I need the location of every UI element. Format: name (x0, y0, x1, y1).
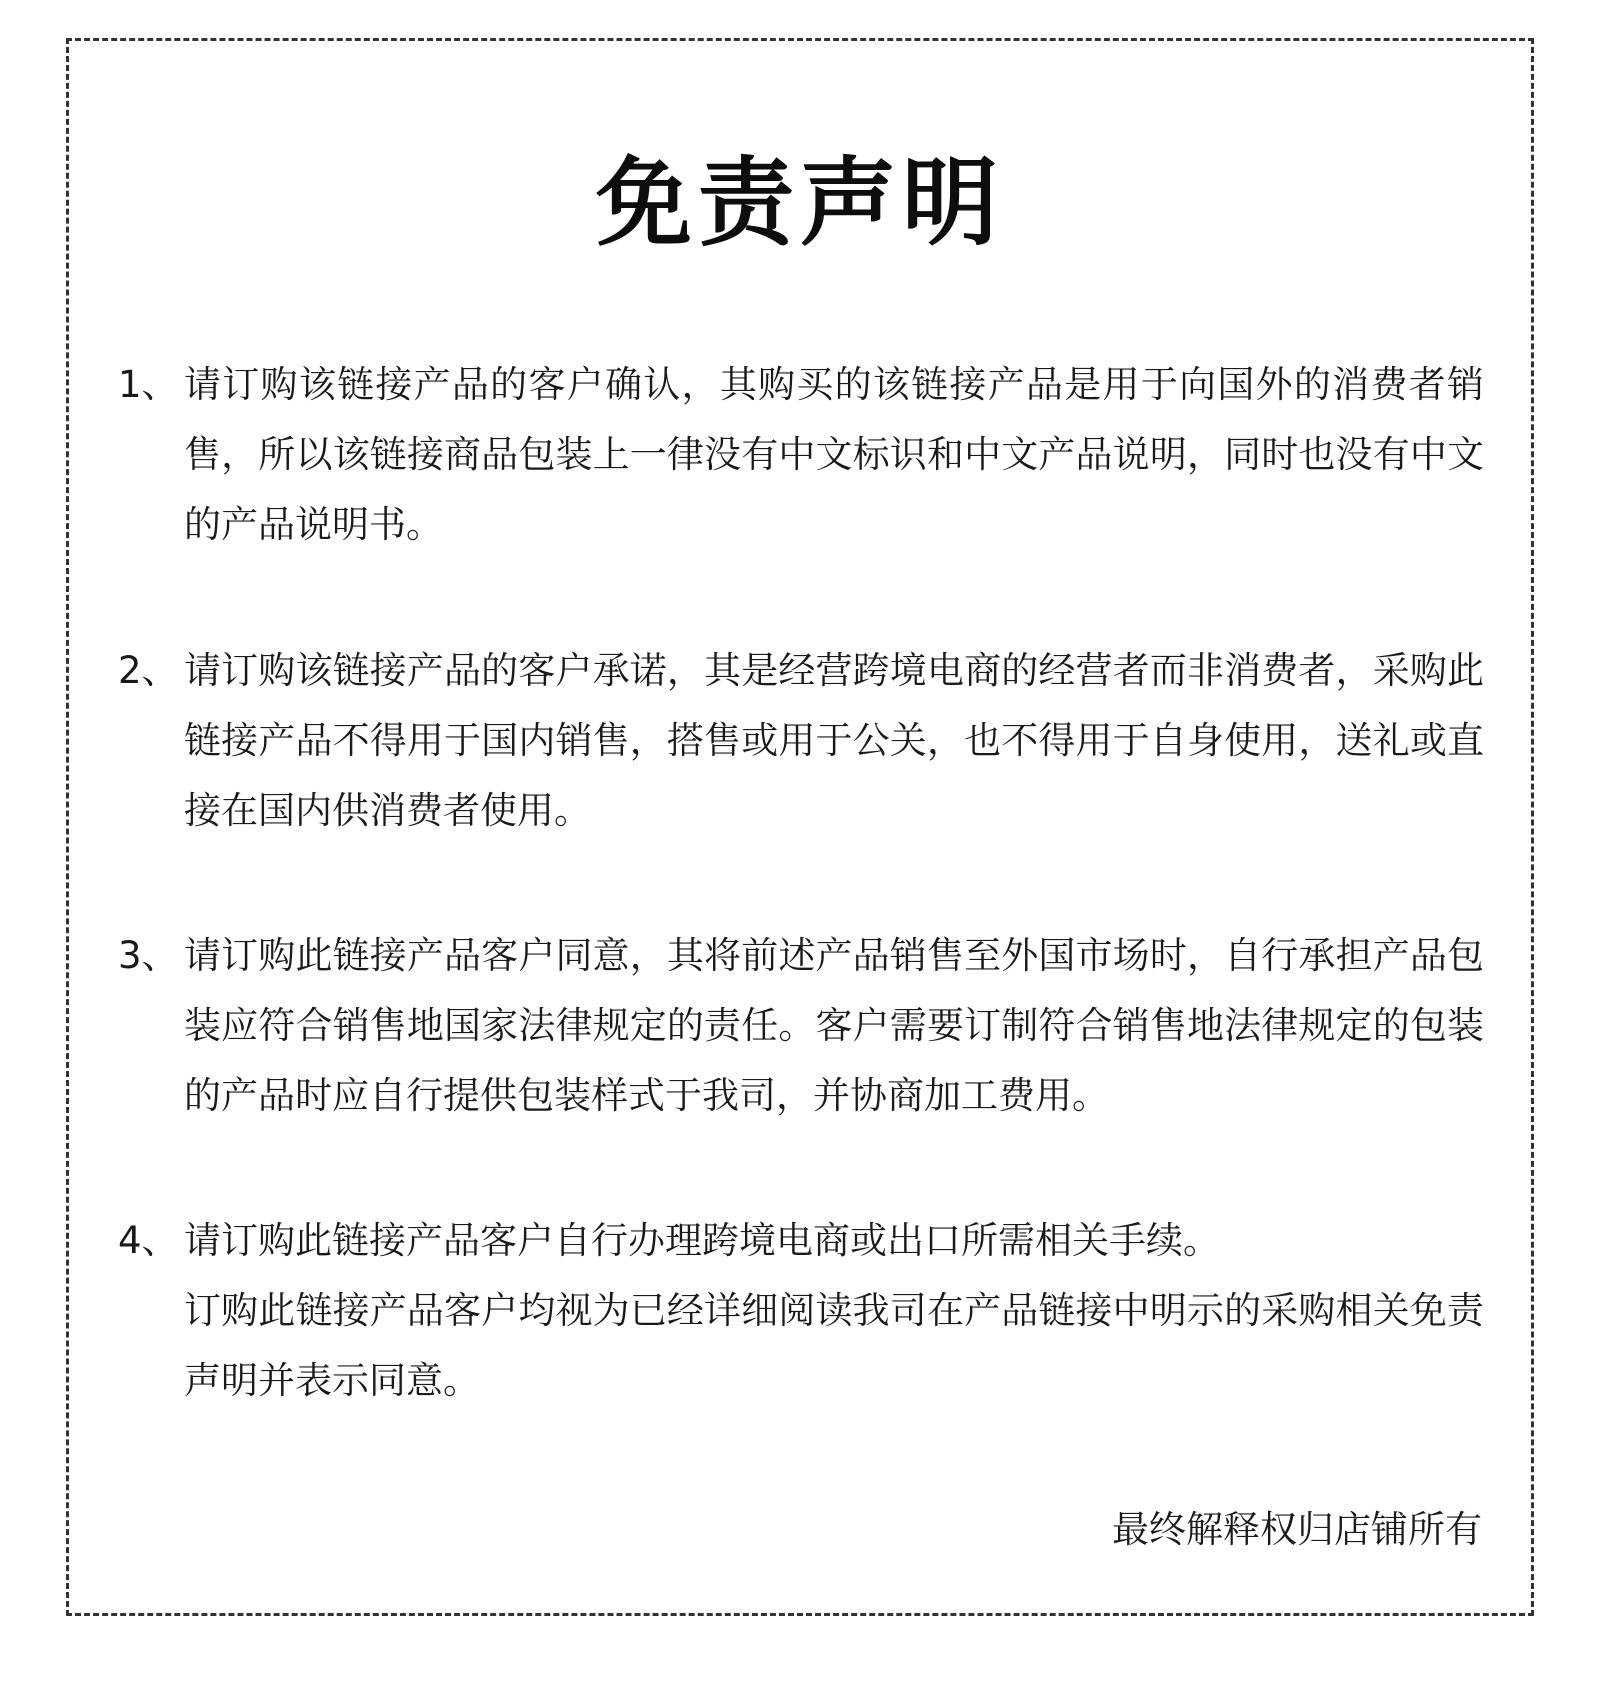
page-title: 免责声明 (596, 147, 1004, 259)
item-number: 3、 (118, 934, 179, 977)
item-text: 请订购该链接产品的客户确认，其购买的该链接产品是用于向国外的消费者销售，所以该链接商品包装上一律没有中文标识和中文产品说明，同时也没有中文的产品说明书。 (184, 363, 1484, 546)
item-note: 订购此链接产品客户均视为已经详细阅读我司在产品链接中明示的采购相关免责声明并表示同意。 (184, 1289, 1484, 1402)
item-body (184, 1206, 1484, 1416)
item-number: 1、 (118, 363, 179, 406)
item-number: 2、 (118, 649, 179, 692)
item-text: 请订购此链接产品客户同意，其将前述产品销售至外国市场时，自行承担产品包装应符合销售地国家法律规定的责任。客户需要订制符合销售地法律规定的包装的产品时应自行提供包装样式于我司，并协商加工费用。 (184, 934, 1484, 1117)
disclaimer-item-2 (118, 636, 1488, 846)
item-text: 请订购该链接产品的客户承诺，其是经营跨境电商的经营者而非消费者，采购此链接产品不得用于国内销售，搭售或用于公关，也不得用于自身使用，送礼或直接在国内供消费者使用。 (184, 649, 1484, 832)
item-text: 请订购此链接产品客户自行办理跨境电商或出口所需相关手续。 (184, 1219, 1220, 1262)
disclaimer-item-4 (118, 1206, 1488, 1416)
item-number: 4、 (118, 1219, 179, 1262)
disclaimer-item-3 (118, 921, 1488, 1131)
disclaimer-item-1 (118, 350, 1488, 560)
footer-note: 最终解释权归店铺所有 (1112, 1508, 1482, 1551)
